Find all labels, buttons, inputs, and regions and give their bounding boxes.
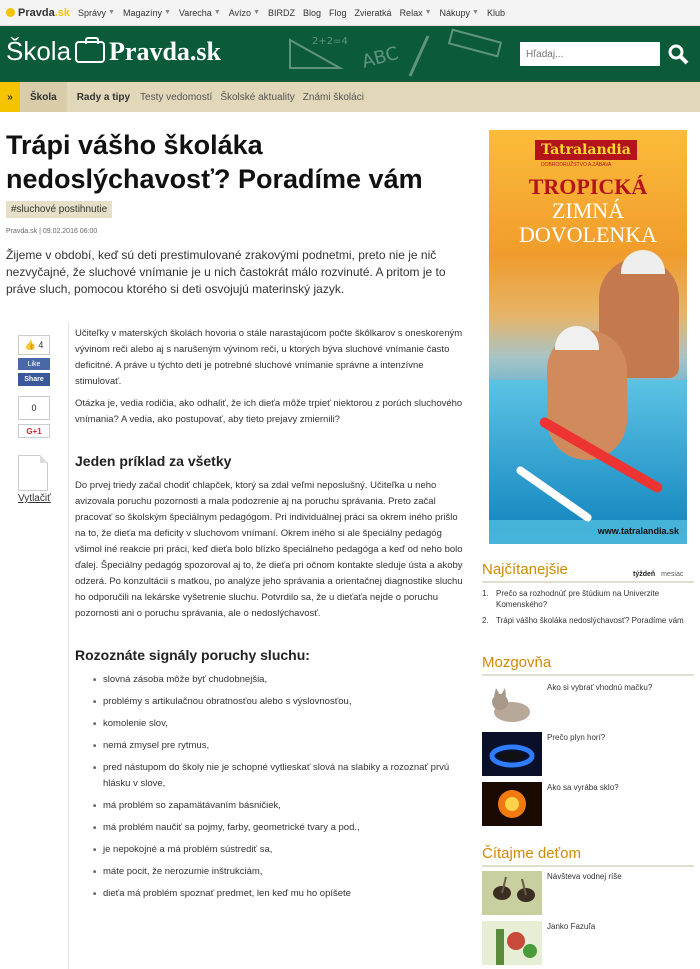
nav-item-nakupy[interactable] xyxy=(440,8,479,18)
chevron-down-icon: ▼ xyxy=(253,9,261,16)
divider xyxy=(482,865,694,867)
search-button[interactable] xyxy=(664,40,692,68)
tatralandia-ad-banner[interactable] xyxy=(489,130,687,544)
breadcrumb-skola[interactable]: Škola xyxy=(20,82,67,112)
list-item-label: Ako si vybrať vhodnú mačku? xyxy=(547,683,653,692)
ad-headline-line1: TROPICKÁ xyxy=(528,174,648,199)
article-paragraph: Do prvej triedy začal chodiť chlapček, ktorý sa zdal veľmi neposlušný. Učiteľka u neho avizovala poruchu pozornosti a mala podozrenie aj na poruchu správania. Preto začal pracovať so školským špeciálnym pedagógom. Pri individuálnej práci sa okrem iného prišlo na to, že dieťa ma deficity v sluchovom vnímaní. Okrem iného si ale špeciálny pedagóg všimol iné reakcie pri práci, keď dieťa bolo blízko špeciálneho pedagóga a keď od neho bolo ďalej. Špeciálny pedagóg spozoroval aj to, že dieťa pri očnom kontakte sleduje ústa a akoby odzerá. Po konzultácii s matkou, po analýze jeho správania a orientačnej diagnostike sluchu ho odporučili na lekárske vyšetrenie sluchu. Potvrdilo sa, že u dieťaťa nejde o poruchu pozornosti ani o poruchu správania, ale o nedoslýchavosť. xyxy=(75,480,463,619)
svg-text:ABC: ABC xyxy=(359,42,401,73)
site-header xyxy=(0,26,700,82)
brand-name: Pravda xyxy=(18,6,55,19)
article-lead: Žijeme v období, keď sú deti prestimulované zrakovými podnetmi, preto nie je nič nezvyčajné, že sluchové vnímanie je u nich častokrát málo rozvinuté. A pritom je to práve sluch, pomocou ktorého si deti osvojujú materinský jazyk. xyxy=(6,248,446,296)
list-item: ■ slovná zásoba môže byť chudobnejšia, xyxy=(93,672,470,688)
article-paragraph: Učiteľky v materských školách hovoria o stále narastajúcom počte škôlkarov s oneskoreným vývinom reči alebo aj s narušeným vývinom reči, u ktorých býva sluchové vnímanie často deficitné. A práve u týchto detí je potrebné sluchové vnímanie správne a intenzívne stimulovať. xyxy=(75,328,463,387)
list-item[interactable] xyxy=(482,588,692,610)
chevron-down-icon: ▼ xyxy=(472,9,479,16)
chevron-down-icon: ▼ xyxy=(108,9,115,16)
cat-thumbnail xyxy=(482,682,542,726)
most-read-title: Najčítanejšie xyxy=(482,561,568,578)
ad-brand-subtitle: DOBRODRUŽSTVO A ZÁBAVA xyxy=(541,162,612,168)
breadcrumb-rady-a-tipy[interactable]: Rady a tipy xyxy=(76,91,131,103)
ad-headline-line3: DOVOLENKA xyxy=(518,222,658,247)
article-tag[interactable]: #sluchové postihnutie xyxy=(6,201,112,218)
thumbs-up-icon: 👍 xyxy=(24,339,36,350)
article-subheading: Jeden príklad za všetky xyxy=(75,453,232,469)
nav-label: Správy xyxy=(78,7,107,18)
tab-month[interactable]: mesiac xyxy=(661,571,684,578)
tab-week[interactable]: týždeň xyxy=(633,571,656,578)
list-item: ■ má problém so zapamätávaním básničiek, xyxy=(93,798,470,814)
nav-label: Avízo xyxy=(228,7,252,18)
list-item: ■ problémy s artikulačnou obratnosťou alebo s výslovnosťou, xyxy=(93,694,470,710)
article-title: Trápi vášho školáka nedoslýchavosť? Poradíme vám xyxy=(6,130,423,194)
gplus-count: 0 xyxy=(18,396,50,420)
list-item-label: Trápi vášho školáka nedoslýchavosť? Poradíme vám xyxy=(496,616,684,625)
article-subheading: Rozoznáte signály poruchy sluchu: xyxy=(75,647,310,663)
chevron-down-icon: ▼ xyxy=(424,9,432,16)
gas-flame-thumbnail xyxy=(482,732,542,776)
facebook-share-button[interactable]: Share xyxy=(18,373,50,386)
list-item-label: Návšteva vodnej ríše xyxy=(547,872,622,881)
list-item[interactable] xyxy=(482,682,694,726)
list-item[interactable] xyxy=(482,871,694,915)
logo-skola-text: Škola xyxy=(6,36,72,66)
pravda-brand-link[interactable] xyxy=(6,7,70,19)
facebook-like-count xyxy=(18,335,50,355)
search-input[interactable] xyxy=(520,42,660,66)
list-item[interactable] xyxy=(482,782,694,826)
chevron-down-icon: ▼ xyxy=(213,9,221,16)
nav-label: Relax xyxy=(399,7,423,18)
most-read-tabs xyxy=(633,571,683,578)
skola-pravda-logo[interactable] xyxy=(6,36,221,67)
list-item[interactable] xyxy=(482,921,694,965)
symptom-list xyxy=(93,672,470,902)
top-navigation xyxy=(0,0,700,26)
citajme-detom-title: Čítajme deťom xyxy=(482,845,581,862)
nav-label: Varecha xyxy=(178,7,212,18)
list-item: ■ máte pocit, že nerozumie inštrukciám, xyxy=(93,864,470,880)
list-item[interactable] xyxy=(482,615,692,626)
nav-item-zvieratka[interactable] xyxy=(355,8,392,18)
mozgovna-title: Mozgovňa xyxy=(482,654,552,671)
nav-item-magaziny[interactable] xyxy=(123,8,171,18)
divider xyxy=(482,674,694,676)
ad-headline-line2: ZIMNÁ xyxy=(551,198,625,223)
list-item: ■ je nepokojné a má problém sústrediť sa, xyxy=(93,842,470,858)
most-read-list xyxy=(482,588,692,631)
school-bag-icon xyxy=(75,41,105,63)
nav-item-blog[interactable] xyxy=(303,8,321,18)
logo-pravda-text: Pravda.sk xyxy=(109,36,222,66)
brand-tld: .sk xyxy=(54,6,70,19)
print-button[interactable] xyxy=(18,455,54,504)
nav-label: Flog xyxy=(329,7,347,18)
glass-thumbnail xyxy=(482,782,542,826)
print-label: Vytlačiť xyxy=(18,493,51,504)
nav-label: Zvieratká xyxy=(354,7,392,18)
nav-label: Blog xyxy=(303,7,322,18)
article-meta: Pravda.sk | 09.02.2016 06:00 xyxy=(6,228,98,235)
nav-item-birdz[interactable] xyxy=(268,8,295,18)
facebook-like-button[interactable]: Like xyxy=(18,358,50,370)
list-item-label: Prečo sa rozhodnúť pre štúdium na Univerzite Komenského? xyxy=(496,589,660,609)
search-icon xyxy=(667,43,689,65)
divider xyxy=(482,581,694,583)
nav-item-varecha[interactable] xyxy=(179,8,221,18)
subnav-link-aktuality[interactable]: Školské aktuality xyxy=(220,91,295,103)
subnav-link-testy[interactable]: Testy vedomostí xyxy=(140,91,213,103)
nav-item-relax[interactable] xyxy=(400,8,432,18)
article-paragraph: Otázka je, vedia rodičia, ako odhaliť, že ich dieťa môže trpieť niektorou z porúch sluchového vnímania? A vedia, ako postupovať, aby tieto prejavy zmiernili? xyxy=(75,398,463,425)
ad-brand-logo: Tatralandia xyxy=(535,140,637,160)
breadcrumb-home-arrow-icon[interactable]: » xyxy=(0,82,20,112)
pravda-logo-icon xyxy=(6,8,15,17)
nav-label: BIRDZ xyxy=(268,7,296,18)
nav-item-flog[interactable] xyxy=(329,8,347,18)
nav-label: Magazíny xyxy=(122,7,162,18)
nav-item-spravy[interactable] xyxy=(78,8,115,18)
social-share-panel xyxy=(18,335,54,438)
list-item: ■ pred nástupom do školy nie je schopné vytlieskať slová na slabiky a rozoznať prvú hlásku v slove, xyxy=(93,760,470,792)
list-item-label: Ako sa vyrába sklo? xyxy=(547,783,619,792)
rank-number: 2. xyxy=(482,616,489,625)
gplus-button[interactable]: G+1 xyxy=(18,424,50,438)
nav-item-klub[interactable] xyxy=(487,8,505,18)
print-page-icon xyxy=(18,455,48,491)
ad-helmet-image xyxy=(621,250,665,274)
svg-text:2+2=4: 2+2=4 xyxy=(312,36,348,47)
fb-count-value: 4 xyxy=(38,340,44,350)
nav-item-avizo[interactable] xyxy=(229,8,260,18)
ad-url: www.tatralandia.sk xyxy=(597,526,679,536)
bean-plant-thumbnail xyxy=(482,921,542,965)
list-item: ■ komolenie slov, xyxy=(93,716,470,732)
doodle-decoration xyxy=(270,26,510,82)
article-body xyxy=(68,322,470,969)
list-item: ■ má problém naučiť sa pojmy, farby, geometrické tvary a pod., xyxy=(93,820,470,836)
breadcrumb xyxy=(0,82,700,112)
chevron-down-icon: ▼ xyxy=(163,9,171,16)
list-item[interactable] xyxy=(482,732,694,776)
nav-label: Nákupy xyxy=(439,7,471,18)
rank-number: 1. xyxy=(482,589,489,598)
nav-label: Klub xyxy=(486,7,505,18)
list-item: ■ nemá zmysel pre rytmus, xyxy=(93,738,470,754)
list-item-label: Janko Fazuľa xyxy=(547,922,596,931)
ostrich-thumbnail xyxy=(482,871,542,915)
subnav-link-znami-skolaci[interactable]: Známi školáci xyxy=(302,91,364,103)
list-item-label: Prečo plyn horí? xyxy=(547,733,606,742)
list-item: ■ dieťa má problém spoznať predmet, len keď mu ho opíšete xyxy=(93,886,470,902)
